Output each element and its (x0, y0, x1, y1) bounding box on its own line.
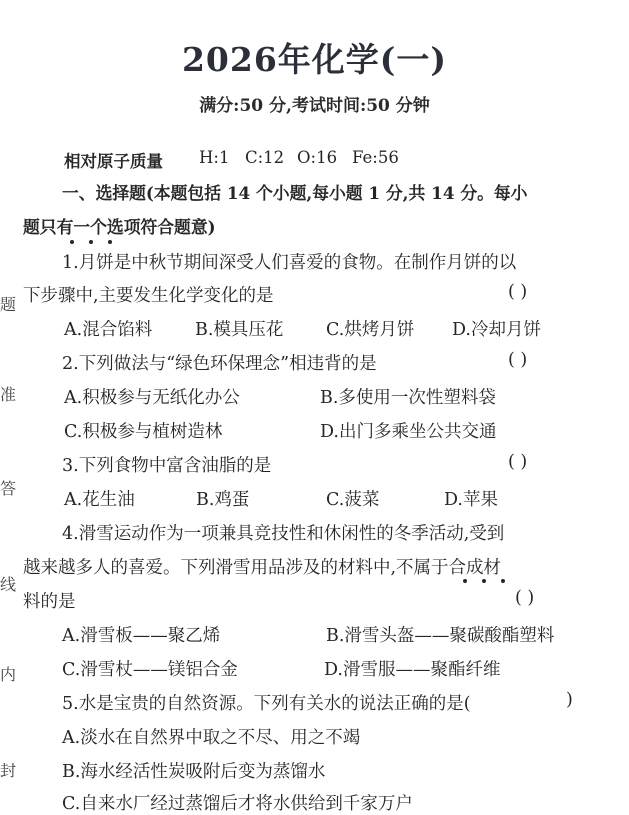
atomic-mass-h: H:1 (199, 148, 230, 167)
q3-option-b[interactable]: B.鸡蛋 (196, 490, 250, 510)
q5-answer-paren-close[interactable]: ) (566, 690, 573, 710)
q1-stem-line1: 1.月饼是中秋节期间深受人们喜爱的食物。在制作月饼的以 (62, 253, 517, 273)
emphasis-dot (501, 579, 505, 583)
q5-option-b[interactable]: B.海水经活性炭吸附后变为蒸馏水 (62, 762, 326, 782)
q4-option-a[interactable]: A.滑雪板——聚乙烯 (62, 626, 221, 646)
q4-stem-line1: 4.滑雪运动作为一项兼具竞技性和休闲性的冬季活动,受到 (62, 524, 505, 544)
q4-option-d[interactable]: D.滑雪服——聚酯纤维 (324, 660, 501, 680)
margin-mark: 线 (0, 575, 17, 594)
q4-answer-paren[interactable]: ( ) (515, 588, 535, 608)
q1-option-d[interactable]: D.冷却月饼 (452, 320, 541, 340)
q1-option-c[interactable]: C.烘烤月饼 (326, 320, 415, 340)
q2-answer-paren[interactable]: ( ) (508, 350, 528, 370)
emphasis-dot (89, 240, 93, 244)
q2-option-a[interactable]: A.积极参与无纸化办公 (64, 388, 240, 408)
atomic-mass-o: O:16 (297, 148, 338, 167)
q4-option-b[interactable]: B.滑雪头盔——聚碳酸酯塑料 (326, 626, 555, 646)
q2-option-c[interactable]: C.积极参与植树造林 (64, 422, 223, 442)
atomic-mass-c: C:12 (245, 148, 285, 167)
q3-option-c[interactable]: C.菠菜 (326, 490, 380, 510)
q1-option-b[interactable]: B.模具压花 (195, 320, 284, 340)
margin-mark: 答 (0, 479, 17, 498)
emphasis-dot (108, 240, 112, 244)
margin-mark: 封 (0, 761, 17, 780)
q3-answer-paren[interactable]: ( ) (508, 452, 528, 472)
margin-mark: 题 (0, 295, 17, 314)
q3-option-a[interactable]: A.花生油 (64, 490, 135, 510)
exam-title: 2026年化学(一) (181, 40, 448, 79)
emphasis-dot (482, 579, 486, 583)
q1-answer-paren[interactable]: ( ) (508, 282, 528, 302)
q5-stem: 5.水是宝贵的自然资源。下列有关水的说法正确的是( (62, 694, 471, 714)
section-heading-line2: 题只有一个选项符合题意) (23, 217, 216, 237)
q4-stem-line2: 越来越多人的喜爱。下列滑雪用品涉及的材料中,不属于合成材 (23, 558, 502, 578)
q3-option-d[interactable]: D.苹果 (444, 490, 498, 510)
q1-option-a[interactable]: A.混合馅料 (64, 320, 153, 340)
atomic-mass-fe: Fe:56 (352, 148, 399, 167)
q2-stem: 2.下列做法与“绿色环保理念”相违背的是 (62, 354, 377, 374)
q2-option-d[interactable]: D.出门多乘坐公共交通 (320, 422, 497, 442)
q2-option-b[interactable]: B.多使用一次性塑料袋 (320, 388, 496, 408)
emphasis-dot (463, 579, 467, 583)
q5-option-a[interactable]: A.淡水在自然界中取之不尽、用之不竭 (62, 728, 361, 748)
section-heading-line1: 一、选择题(本题包括 14 个小题,每小题 1 分,共 14 分。每小 (62, 183, 528, 203)
q1-stem-line2: 下步骤中,主要发生化学变化的是 (23, 286, 274, 306)
q4-stem-line3: 料的是 (23, 592, 76, 612)
margin-mark: 内 (0, 665, 17, 684)
emphasis-dot (70, 240, 74, 244)
q3-stem: 3.下列食物中富含油脂的是 (62, 456, 272, 476)
margin-mark: 准 (0, 385, 17, 404)
exam-subtitle: 满分:50 分,考试时间:50 分钟 (199, 96, 430, 116)
atomic-mass-label: 相对原子质量 (64, 152, 163, 171)
q4-option-c[interactable]: C.滑雪杖——镁铝合金 (62, 660, 238, 680)
q5-option-c[interactable]: C.自来水厂经过蒸馏后才将水供给到千家万户 (62, 794, 413, 814)
